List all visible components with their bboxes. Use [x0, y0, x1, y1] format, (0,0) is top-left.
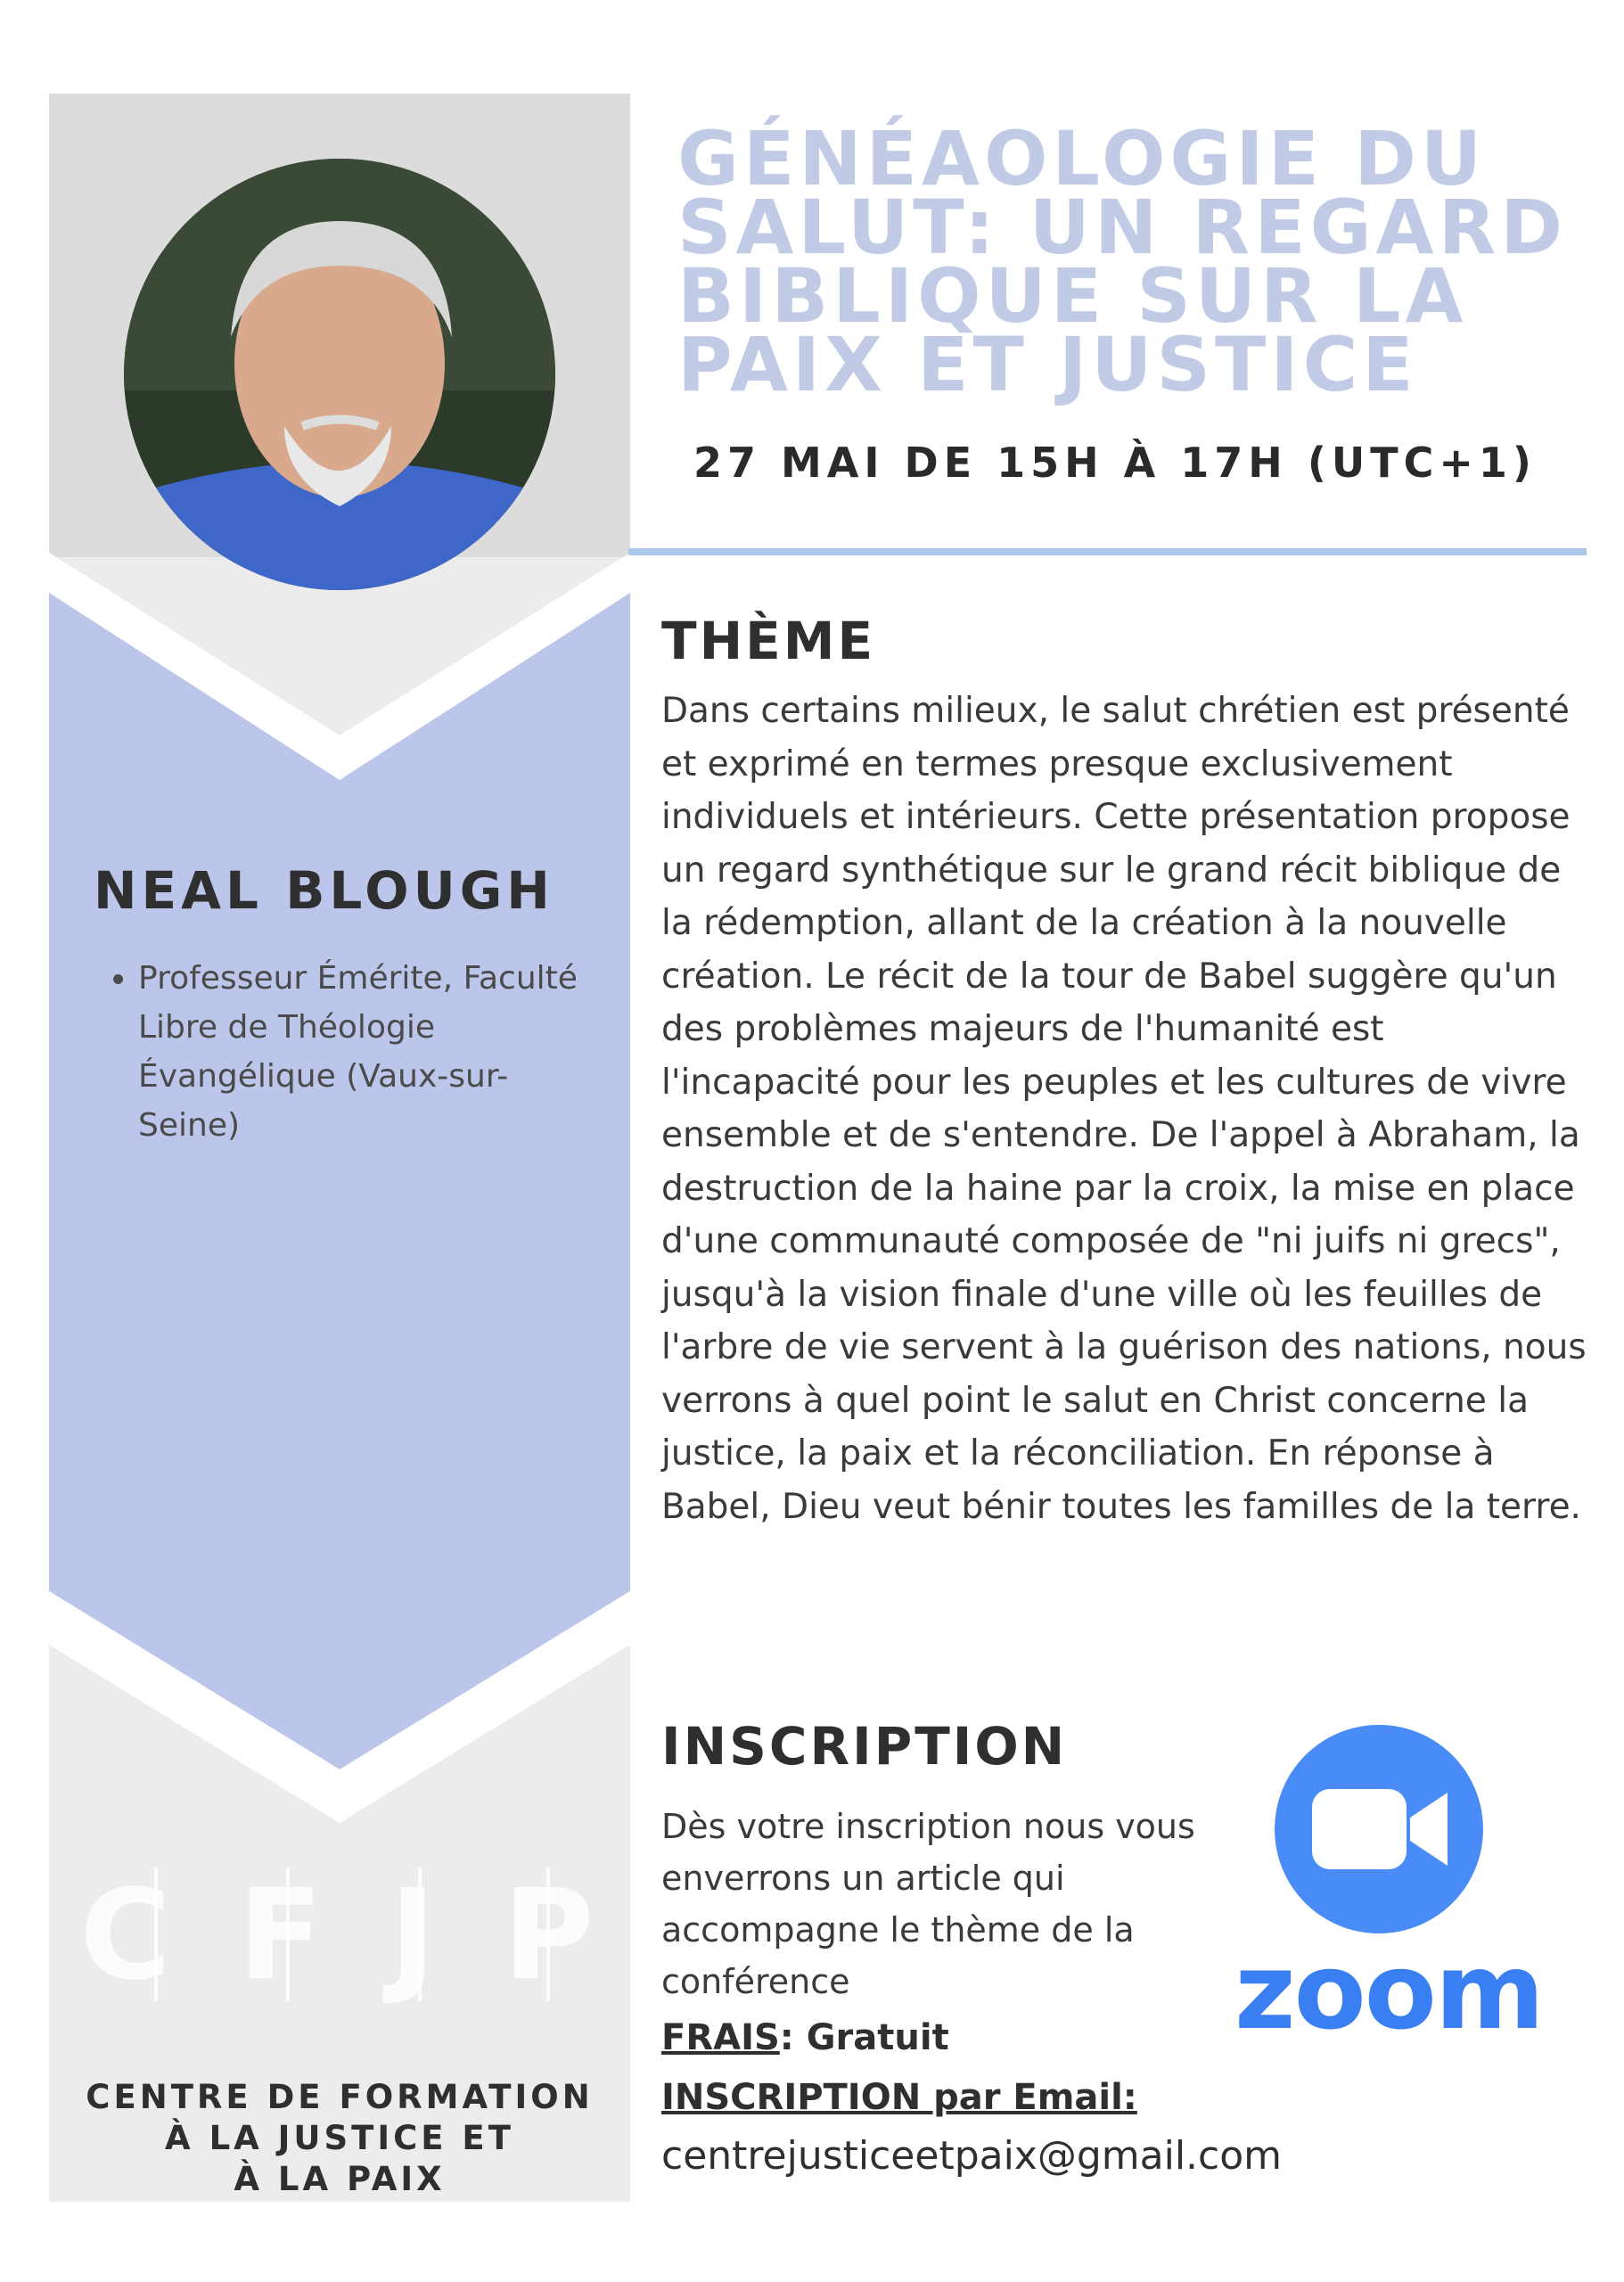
theme-heading: THÈME	[661, 611, 876, 671]
contact-email[interactable]: centrejusticeetpaix@gmail.com	[661, 2133, 1283, 2179]
divider	[628, 548, 1587, 555]
watermark-letter: P	[503, 1863, 600, 2008]
registration-heading: INSCRIPTION	[661, 1716, 1068, 1777]
email-label-line	[661, 2077, 1137, 2118]
watermark-letter: J	[390, 1863, 442, 2008]
event-date: 27 MAI DE 15H À 17H (UTC+1)	[693, 439, 1537, 487]
fee-line	[661, 2017, 949, 2058]
email-label-suffix: :	[1122, 2077, 1137, 2118]
left-column	[49, 94, 630, 2202]
watermark-letter: C	[79, 1863, 177, 2008]
speaker-role-item: • Professeur Émérite, Faculté Libre de Théologie Évangélique (Vaux-sur-Seine)	[138, 954, 593, 1150]
registration-body: Dès votre inscription nous vous enverrons un article qui accompagne le thème de la conférence	[661, 1807, 1195, 2001]
zoom-camera-icon	[1275, 1725, 1483, 1933]
event-title: GÉNÉAOLOGIE DU SALUT: UN REGARD BIBLIQUE SUR LA PAIX ET JUSTICE	[677, 115, 1567, 408]
fee-label: FRAIS	[661, 2017, 780, 2058]
email-label: INSCRIPTION par Email	[661, 2077, 1123, 2118]
organization-name: CENTRE DE FORMATION À LA JUSTICE ET À LA PAIX	[86, 2078, 594, 2198]
speaker-name: NEAL BLOUGH	[94, 860, 554, 921]
theme-body: Dans certains milieux, le salut chrétien est présenté et exprimé en termes presque exclusivement individuels et intérieurs. Cette présentation propose un regard synthétique sur le grand récit biblique de la rédemption, allant de la création à la nouvelle création. Le récit de la tour de Babel suggère qu'un des problèmes majeurs de l'humanité est l'incapacité pour les peuples et les cultures de vivre ensemble et de s'entendre. De l'appel à Abraham, la destruction de la haine par la croix, la mise en place d'une communauté composée de "ni juifs ni grecs", jusqu'à la vision finale d'une ville où les feuilles de l'arbre de vie servent à la guérison des nations, nous verrons à quel point le salut en Christ concerne la justice, la paix et la réconciliation. En réponse à Babel, Dieu veut bénir toutes les familles de la terre.	[661, 691, 1587, 1527]
fee-value: : Gratuit	[779, 2017, 949, 2058]
watermark-letter: F	[237, 1863, 329, 2008]
zoom-logo-text: zoom	[1234, 1930, 1543, 2053]
watermark-dividers	[49, 94, 630, 2202]
